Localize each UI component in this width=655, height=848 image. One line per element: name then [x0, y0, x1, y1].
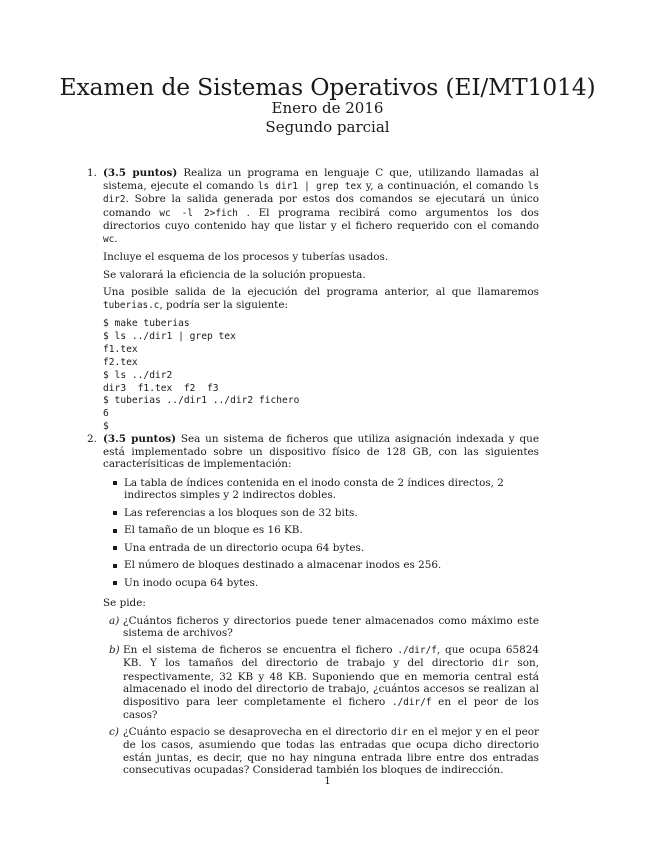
exam-part: Segundo parcial: [265, 118, 390, 136]
list-item: El número de bloques destinado a almacenar inodos es 256.: [124, 559, 539, 572]
subquestions-list: [103, 615, 539, 777]
command: ls dir2: [103, 180, 539, 205]
file-name: tuberias.c: [103, 299, 160, 311]
subquestion-c: c) ¿Cuánto espacio se desaprovecha en el directorio dir en el mejor y en el peor de los casos, asumiendo que todas las entradas que ocupa dicho directorio están juntas, es decir, que no hay ninguna entrada libre entre dos entradas consecutivas ocupadas? Considerad también los bloques de indirección.: [109, 725, 539, 776]
question-number: 2.: [87, 433, 97, 445]
command: wc: [103, 233, 115, 245]
file-path: ./dir/f: [391, 696, 432, 708]
question-1-statement: (3.5 puntos) Realiza un programa en lenguaje C que, utilizando llamadas al sistema, ejecute el comando ls dir1 | grep tex y, a continuación, el comando ls dir2. Sobre la salida generada por estos dos comandos se ejecutará un único comando wc -l 2>fich . El programa recibirá como argumentos los dos directorios cuyo contenido hay que listar y el fichero requerido con el comando wc.: [103, 167, 540, 245]
list-item: Una entrada de un directorio ocupa 64 bytes.: [124, 542, 539, 555]
command: wc -l 2>fich: [159, 207, 238, 219]
features-list: [103, 477, 539, 590]
subquestion-letter: a): [109, 614, 120, 627]
points: (3.5 puntos): [103, 433, 177, 445]
paragraph: Una posible salida de la ejecución del programa anterior, al que llamaremos tuberias.c, podría ser la siguiente:: [103, 286, 539, 311]
paragraph: Incluye el esquema de los procesos y tuberías usados.: [103, 251, 389, 263]
dir-name: dir: [492, 658, 510, 669]
subquestion-letter: c): [109, 725, 119, 738]
file-path: ./dir/f: [397, 644, 437, 656]
list-item: La tabla de índices contenida en el inodo consta de 2 índices directos, 2 indirectos simples y 2 indirectos dobles.: [124, 477, 539, 502]
subquestion-b: b) En el sistema de ficheros se encuentra el fichero ./dir/f, que ocupa 65824 KB. Y los tamaños del directorio de trabajo y del directorio dir son, respectivamente, 32 KB y 48 KB. Suponiendo que en memoria central está almacenado el inodo del directorio de trabajo, ¿cuántos accesos se realizan al dispositivo para leer completamente el fichero ./dir/f en el peor de los casos?: [109, 643, 540, 721]
question-number: 1.: [87, 167, 97, 179]
list-item: El tamaño de un bloque es 16 KB.: [124, 524, 539, 537]
dir-name: dir: [390, 726, 408, 738]
subquestion-letter: b): [109, 643, 120, 656]
list-item: Un inodo ocupa 64 bytes.: [124, 577, 539, 590]
points: (3.5 puntos): [103, 167, 178, 179]
list-item: Las referencias a los bloques son de 32 bits.: [124, 507, 539, 520]
exam-date: Enero de 2016: [271, 99, 384, 117]
code-block: $ make tuberias $ ls ../dir1 | grep tex f1.tex f2.tex $ ls ../dir2 dir3 f1.tex f2 f3 $ tuberias ../dir1 ../dir2 fichero 6 $: [103, 318, 300, 433]
exam-title: Examen de Sistemas Operativos (EI/MT1014): [59, 73, 596, 101]
command: ls dir1 | grep tex: [257, 180, 362, 192]
page-number: 1: [324, 775, 331, 787]
question-2-statement: (3.5 puntos) Sea un sistema de ficheros que utiliza asignación indexada y que está implementado sobre un dispositivo físico de 128 GB, con las siguientes caracterísiticas de implementación:: [103, 433, 540, 470]
question-2: [87, 433, 540, 781]
se-pide: Se pide:: [103, 597, 146, 609]
subquestion-a: a) ¿Cuántos ficheros y directorios puede tener almacenados como máximo este sistema de archivos?: [109, 614, 539, 639]
paragraph: Se valorará la eficiencia de la solución propuesta.: [103, 268, 366, 281]
question-1: [87, 167, 540, 434]
